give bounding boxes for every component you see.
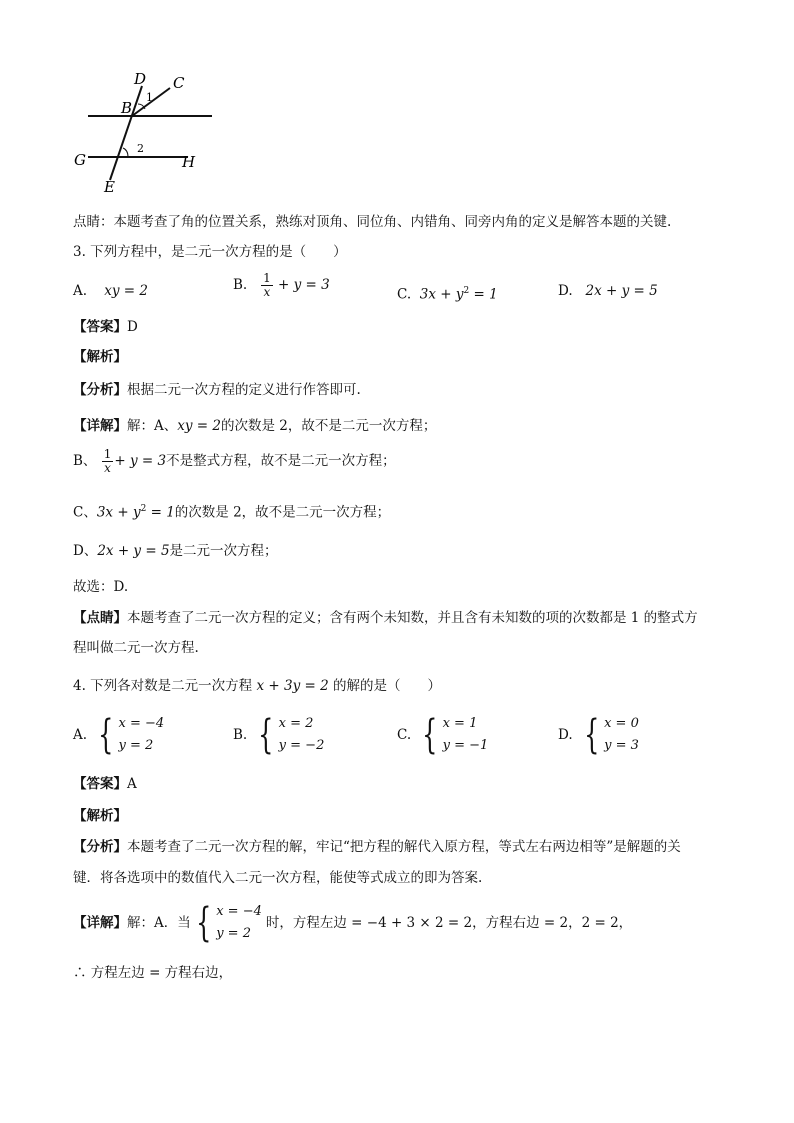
label-b: B: [121, 99, 133, 117]
q4-stem: 4. 下列各对数是二元一次方程 x + 3y = 2 的解的是（ ）: [73, 678, 441, 694]
q3-analysis-tag: 【解析】: [73, 349, 127, 365]
q3-option-c-sup: 2: [463, 286, 470, 296]
q3-dianjing-1: 【点睛】本题考查了二元一次方程的定义；含有两个未知数，并且含有未知数的项的次数都是 1 的整式方: [73, 610, 698, 626]
q3-option-d: [558, 282, 658, 300]
q4-fenxi-1: 【分析】本题考查了二元一次方程的解，牢记“把方程的解代入原方程，等式左右两边相等”是解题的关: [73, 839, 681, 855]
q3-option-b: [233, 272, 330, 299]
q4-option-b-label: B.: [233, 727, 248, 743]
q3-option-d-label: D.: [558, 283, 573, 299]
q4-analysis-tag: 【解析】: [73, 808, 127, 824]
q4-option-c: C. { x = 1 y = −1: [397, 712, 489, 758]
q4-option-a-label: A.: [73, 727, 88, 743]
note-top: 点睛：本题考查了角的位置关系，熟练对顶角、同位角、内错角、同旁内角的定义是解答本题的关键.: [73, 214, 672, 230]
q4-option-d-label: D.: [558, 727, 573, 743]
q3-stem: 3. 下列方程中，是二元一次方程的是（ ）: [73, 244, 347, 260]
q3-option-b-expr: + y = 3: [278, 277, 330, 293]
q3-option-c-label: C.: [397, 286, 412, 303]
q3-detail-a: 【详解】解：A、xy = 2的次数是 2，故不是二元一次方程；: [73, 418, 437, 434]
q3-option-d-expr: 2x + y = 5: [585, 283, 658, 299]
q3-option-c-expr-post: = 1: [469, 286, 498, 303]
q4-answer: 【答案】A: [73, 776, 137, 792]
label-angle-2: 2: [137, 142, 144, 155]
q3-option-c: [397, 282, 498, 304]
q3-option-c-expr-pre: 3x + y: [419, 286, 464, 303]
q4-therefore: ∴ 方程左边 = 方程右边，: [73, 965, 233, 981]
q3-fenxi: 【分析】根据二元一次方程的定义进行作答即可.: [73, 382, 361, 398]
q4-option-a: A. { x = −4 y = 2: [73, 712, 165, 758]
q3-option-a-label: A.: [73, 283, 88, 299]
label-h: H: [182, 153, 196, 171]
q4-option-c-label: C.: [397, 727, 412, 743]
q3-option-b-fraction: $\frac{1}{x}$: [263, 271, 271, 299]
angle-2-arc: [123, 148, 128, 157]
q3-choose: 故选：D.: [73, 579, 129, 595]
q4-option-b: B. { x = 2 y = −2: [233, 712, 325, 758]
label-angle-1: 1: [146, 91, 153, 104]
label-d: D: [134, 70, 147, 88]
q3-detail-d: D、2x + y = 5是二元一次方程；: [73, 543, 278, 559]
label-g: G: [74, 151, 86, 169]
q3-option-a: [73, 282, 148, 300]
label-c: C: [173, 74, 185, 92]
q3-detail-b: B、 $\frac{1}{x}$ + y = 3不是整式方程，故不是二元一次方程；: [73, 447, 396, 475]
q4-option-d: D. { x = 0 y = 3: [558, 712, 639, 758]
geometry-figure: [70, 68, 220, 198]
q4-fenxi-2: 键．将各选项中的数值代入二元一次方程，能使等式成立的即为答案.: [73, 870, 483, 886]
label-e: E: [104, 178, 115, 196]
q3-option-a-expr: xy = 2: [104, 283, 148, 299]
q3-option-b-label: B.: [233, 277, 248, 293]
q3-detail-c: C、$3x + y^2 = 1$的次数是 2，故不是二元一次方程；: [73, 504, 391, 521]
q3-dianjing-2: 程叫做二元一次方程.: [73, 640, 199, 656]
q3-answer: 【答案】D: [73, 319, 138, 335]
q4-detail: 【详解】 解：A．当 { x = −4 y = 2 时，方程左边 = −4 + 3 × 2 = 2，方程右边 = 2，2 = 2，: [73, 899, 633, 946]
